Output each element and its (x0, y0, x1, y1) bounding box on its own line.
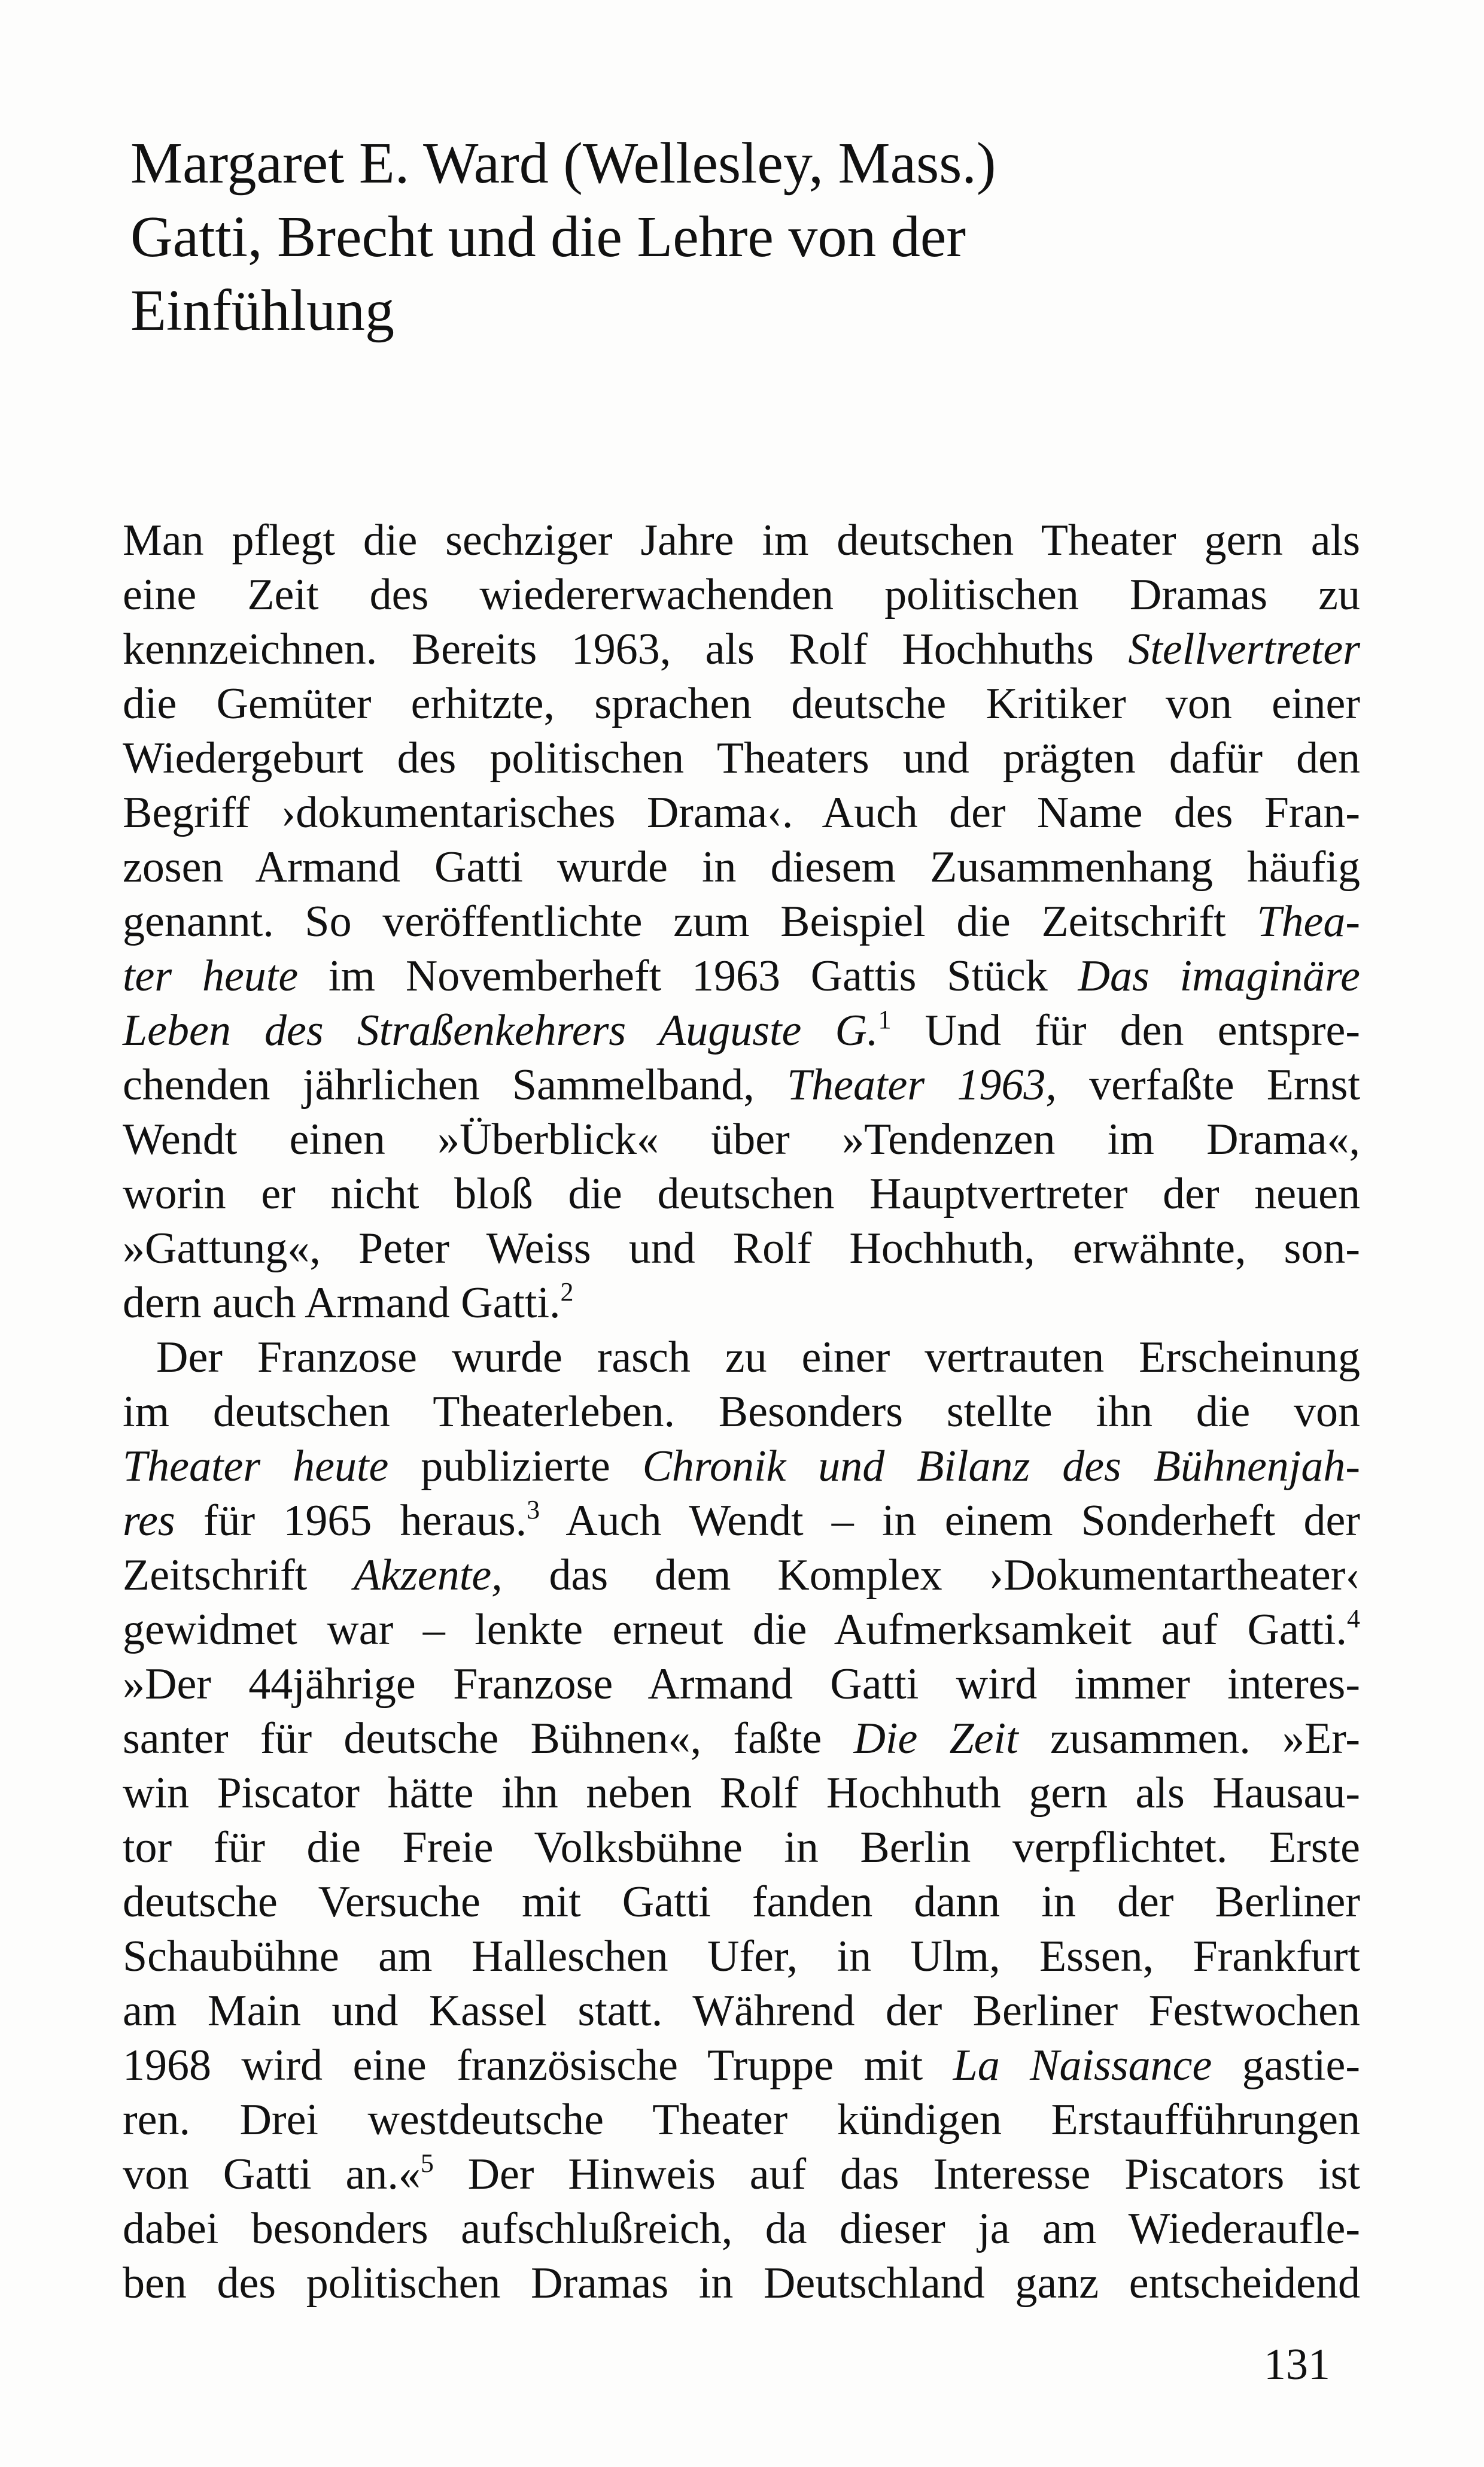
text-line (123, 895, 1360, 949)
text-line: deutsche Versuche mit Gatti fanden dann in der Berliner (123, 1877, 1360, 1927)
text-line (123, 1603, 1360, 1657)
text-line (123, 1276, 1360, 1330)
footnote-marker: 4 (1347, 1604, 1360, 1633)
text-line: Wiedergeburt des politischen Theaters und prägten dafür den (123, 734, 1360, 783)
text-line (123, 949, 1360, 1004)
text-line (123, 2147, 1360, 2202)
text-run: im Novemberheft 1963 Gattis Stück (298, 952, 1078, 1001)
text-line: ben des politischen Dramas in Deutschland ganz entscheidend (123, 2259, 1360, 2308)
text-run: gewidmet war – lenkte erneut die Aufmerksamkeit auf Gatti. (123, 1605, 1347, 1654)
text-line: »Der 44jährige Franzose Armand Gatti wird immer interes- (123, 1660, 1360, 1709)
text-line: ren. Drei westdeutsche Theater kündigen Erstaufführungen (123, 2095, 1360, 2144)
text-run: von Gatti an.« (123, 2150, 421, 2199)
italic-title: Theater heute (123, 1442, 389, 1491)
page-number: 131 (1264, 2340, 1330, 2389)
footnote-marker: 5 (420, 2149, 434, 2178)
text-run: zusammen. »Er- (1018, 1714, 1360, 1763)
author-line: Margaret E. Ward (Wellesley, Mass.) (130, 131, 996, 196)
text-run: Der Hinweis auf das Interesse Piscators ist (433, 2150, 1360, 2199)
text-run: das dem Komplex ›Dokumentartheater‹ (502, 1551, 1360, 1600)
text-line: worin er nicht bloß die deutschen Hauptvertreter der neuen (123, 1169, 1360, 1219)
text-run: chenden jährlichen Sammelband, (123, 1061, 787, 1110)
text-line: die Gemüter erhitzte, sprachen deutsche Kritiker von einer (123, 679, 1360, 728)
text-line: Man pflegt die sechziger Jahre im deutschen Theater gern als (123, 516, 1360, 565)
text-line: Schaubühne am Halleschen Ufer, in Ulm, Essen, Frankfurt (123, 1932, 1360, 1981)
italic-title: Leben des Straßenkehrers Auguste G. (123, 1006, 878, 1055)
footnote-marker: 1 (878, 1005, 892, 1034)
footnote-marker: 3 (527, 1495, 540, 1524)
article-body (123, 514, 1360, 2311)
paragraph-2 (123, 1330, 1360, 2311)
italic-title: res (123, 1496, 175, 1545)
italic-title: Thea- (1257, 897, 1360, 946)
text-line: am Main und Kassel statt. Während der Berliner Festwochen (123, 1986, 1360, 2035)
text-line: dabei besonders aufschlußreich, da dieser ja am Wiederaufle- (123, 2204, 1360, 2253)
text-line: im deutschen Theaterleben. Besonders stellte ihn die von (123, 1387, 1360, 1436)
text-run: für 1965 heraus. (175, 1496, 527, 1545)
paragraph-1 (123, 514, 1360, 1330)
text-run: dern auch Armand Gatti. (123, 1278, 561, 1327)
text-line: tor für die Freie Volksbühne in Berlin verpflichtet. Erste (123, 1823, 1360, 1872)
italic-title: Die Zeit (853, 1714, 1018, 1763)
text-run: 1968 wird eine französische Truppe mit (123, 2041, 953, 2090)
article-title-line-2: Einfühlung (130, 278, 394, 343)
article-heading (130, 127, 1267, 348)
text-run: publizierte (388, 1442, 643, 1491)
text-line (123, 1494, 1360, 1548)
text-line (123, 1712, 1360, 1766)
text-run: genannt. So veröffentlichte zum Beispiel die Zeitschrift (123, 897, 1257, 946)
text-run: santer für deutsche Bühnen«, faßte (123, 1714, 854, 1763)
text-line (123, 1439, 1360, 1494)
text-run: Auch Wendt – in einem Sonderheft der (540, 1496, 1361, 1545)
italic-title: Chronik und Bilanz des Bühnenjah- (642, 1442, 1361, 1491)
text-line: win Piscator hätte ihn neben Rolf Hochhuth gern als Hausau- (123, 1769, 1360, 1818)
text-run: verfaßte Ernst (1056, 1061, 1360, 1110)
italic-title: Stellvertreter (1128, 625, 1360, 674)
text-run: Zeitschrift (123, 1551, 354, 1600)
text-run: gastie- (1212, 2041, 1360, 2090)
text-line: eine Zeit des wiedererwachenden politischen Dramas zu (123, 570, 1360, 619)
text-run: Und für den entspre- (891, 1006, 1360, 1055)
text-line: Begriff ›dokumentarisches Drama‹. Auch der Name des Fran- (123, 788, 1360, 837)
italic-title: La Naissance (953, 2041, 1212, 2090)
italic-title: ter heute (123, 952, 299, 1001)
text-line (123, 1058, 1360, 1113)
text-line: »Gattung«, Peter Weiss und Rolf Hochhuth, erwähnte, son- (123, 1224, 1360, 1273)
footnote-marker: 2 (560, 1277, 574, 1307)
italic-title: Theater 1963, (786, 1061, 1057, 1110)
text-line (123, 622, 1360, 677)
text-line (123, 1004, 1360, 1058)
text-line: zosen Armand Gatti wurde in diesem Zusammenhang häufig (123, 843, 1360, 892)
text-line (123, 1548, 1360, 1603)
text-line: Wendt einen »Überblick« über »Tendenzen im Drama«, (123, 1115, 1360, 1164)
text-line: Der Franzose wurde rasch zu einer vertrauten Erscheinung (156, 1333, 1360, 1382)
text-run: kennzeichnen. Bereits 1963, als Rolf Hochhuths (123, 625, 1129, 674)
italic-title: Akzente, (354, 1551, 503, 1600)
italic-title: Das imaginäre (1078, 952, 1360, 1001)
text-line (123, 2038, 1360, 2093)
article-title-line-1: Gatti, Brecht und die Lehre von der (130, 205, 966, 269)
